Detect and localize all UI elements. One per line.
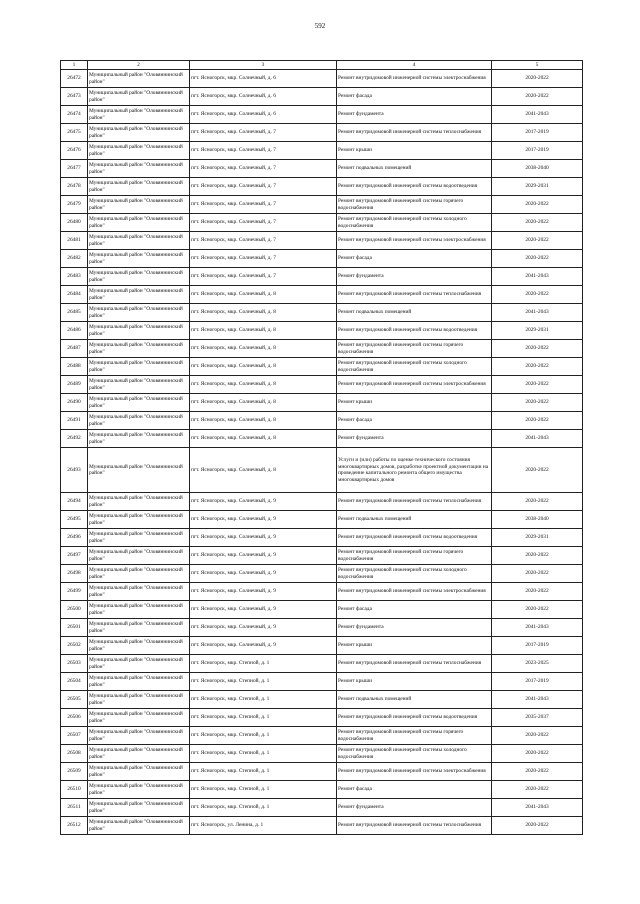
municipality-cell: Муниципальный район "Оловяннинский район" — [88, 286, 190, 304]
address-cell: пгт. Ясногорск, мкр. Солнечный, д. 7 — [190, 142, 337, 160]
work-type-cell: Ремонт фасада — [337, 412, 492, 430]
address-cell: пгт. Ясногорск, мкр. Солнечный, д. 6 — [190, 70, 337, 88]
address-cell: пгт. Ясногорск, мкр. Степной, д. 1 — [190, 763, 337, 781]
period-cell: 2020-2022 — [492, 340, 583, 358]
work-type-cell: Ремонт фасада — [337, 250, 492, 268]
work-type-cell: Ремонт фундамента — [337, 268, 492, 286]
table-row — [61, 196, 583, 214]
address-cell: пгт. Ясногорск, мкр. Солнечный, д. 6 — [190, 106, 337, 124]
municipality-cell: Муниципальный район "Оловяннинский район" — [88, 196, 190, 214]
work-type-cell: Ремонт внутридомовой инженерной системы теплоснабжения — [337, 493, 492, 511]
period-cell: 2020-2022 — [492, 448, 583, 493]
table-row — [61, 286, 583, 304]
work-type-cell: Ремонт крыши — [337, 637, 492, 655]
table-row — [61, 691, 583, 709]
period-cell: 2029-2031 — [492, 178, 583, 196]
municipality-cell: Муниципальный район "Оловяннинский район" — [88, 448, 190, 493]
municipality-cell: Муниципальный район "Оловяннинский район" — [88, 529, 190, 547]
period-cell: 2041-2043 — [492, 619, 583, 637]
work-type-cell: Ремонт фундамента — [337, 430, 492, 448]
address-cell: пгт. Ясногорск, мкр. Солнечный, д. 8 — [190, 304, 337, 322]
work-type-cell: Ремонт внутридомовой инженерной системы водоотведения — [337, 709, 492, 727]
period-cell: 2020-2022 — [492, 250, 583, 268]
municipality-cell: Муниципальный район "Оловяннинский район" — [88, 376, 190, 394]
address-cell: пгт. Ясногорск, мкр. Солнечный, д. 8 — [190, 412, 337, 430]
row-number: 26512 — [61, 817, 88, 835]
period-cell: 2029-2031 — [492, 322, 583, 340]
work-type-cell: Услуги и (или) работы по оценке технического состояния многоквартирных домов, разработке проектной документации на проведение капитального ремонта общего имущества многоквартирных домов — [337, 448, 492, 493]
work-type-cell: Ремонт внутридомовой инженерной системы холодного водоснабжения — [337, 565, 492, 583]
period-cell: 2020-2022 — [492, 583, 583, 601]
municipality-cell: Муниципальный район "Оловяннинский район" — [88, 511, 190, 529]
table-row — [61, 709, 583, 727]
work-type-cell: Ремонт фасада — [337, 88, 492, 106]
municipality-cell: Муниципальный район "Оловяннинский район" — [88, 547, 190, 565]
column-header: 3 — [190, 61, 337, 70]
work-type-cell: Ремонт внутридомовой инженерной системы электроснабжения — [337, 232, 492, 250]
municipality-cell: Муниципальный район "Оловяннинский район" — [88, 304, 190, 322]
period-cell: 2017-2019 — [492, 673, 583, 691]
address-cell: пгт. Ясногорск, мкр. Солнечный, д. 7 — [190, 160, 337, 178]
municipality-cell: Муниципальный район "Оловяннинский район" — [88, 493, 190, 511]
work-type-cell: Ремонт внутридомовой инженерной системы водоотведения — [337, 529, 492, 547]
row-number: 26492 — [61, 430, 88, 448]
municipality-cell: Муниципальный район "Оловяннинский район" — [88, 691, 190, 709]
table-body — [61, 70, 583, 835]
table-row — [61, 322, 583, 340]
period-cell: 2020-2022 — [492, 358, 583, 376]
work-type-cell: Ремонт внутридомовой инженерной системы горячего водоснабжения — [337, 547, 492, 565]
address-cell: пгт. Ясногорск, мкр. Солнечный, д. 9 — [190, 565, 337, 583]
address-cell: пгт. Ясногорск, ул. Ленина, д. 1 — [190, 817, 337, 835]
address-cell: пгт. Ясногорск, мкр. Степной, д. 1 — [190, 673, 337, 691]
municipality-cell: Муниципальный район "Оловяннинский район" — [88, 178, 190, 196]
row-number: 26481 — [61, 232, 88, 250]
period-cell: 2017-2019 — [492, 637, 583, 655]
period-cell: 2020-2022 — [492, 394, 583, 412]
municipality-cell: Муниципальный район "Оловяннинский район" — [88, 322, 190, 340]
address-cell: пгт. Ясногорск, мкр. Солнечный, д. 9 — [190, 583, 337, 601]
period-cell: 2020-2022 — [492, 781, 583, 799]
table-row — [61, 430, 583, 448]
municipality-cell: Муниципальный район "Оловяннинский район" — [88, 70, 190, 88]
work-type-cell: Ремонт внутридомовой инженерной системы горячего водоснабжения — [337, 340, 492, 358]
municipality-cell: Муниципальный район "Оловяннинский район" — [88, 340, 190, 358]
address-cell: пгт. Ясногорск, мкр. Солнечный, д. 8 — [190, 322, 337, 340]
municipality-cell: Муниципальный район "Оловяннинский район" — [88, 781, 190, 799]
repair-schedule-table — [60, 60, 583, 835]
table-row — [61, 781, 583, 799]
municipality-cell: Муниципальный район "Оловяннинский район" — [88, 763, 190, 781]
address-cell: пгт. Ясногорск, мкр. Солнечный, д. 7 — [190, 196, 337, 214]
work-type-cell: Ремонт фундамента — [337, 619, 492, 637]
work-type-cell: Ремонт фундамента — [337, 799, 492, 817]
period-cell: 2020-2022 — [492, 70, 583, 88]
municipality-cell: Муниципальный район "Оловяннинский район" — [88, 727, 190, 745]
column-header: 1 — [61, 61, 88, 70]
municipality-cell: Муниципальный район "Оловяннинский район" — [88, 358, 190, 376]
row-number: 26501 — [61, 619, 88, 637]
row-number: 26476 — [61, 142, 88, 160]
table-row — [61, 70, 583, 88]
row-number: 26493 — [61, 448, 88, 493]
period-cell: 2020-2022 — [492, 763, 583, 781]
row-number: 26484 — [61, 286, 88, 304]
period-cell: 2020-2022 — [492, 601, 583, 619]
work-type-cell: Ремонт внутридомовой инженерной системы горячего водоснабжения — [337, 727, 492, 745]
municipality-cell: Муниципальный район "Оловяннинский район" — [88, 430, 190, 448]
row-number: 26498 — [61, 565, 88, 583]
period-cell: 2020-2022 — [492, 376, 583, 394]
period-cell: 2041-2043 — [492, 430, 583, 448]
address-cell: пгт. Ясногорск, мкр. Солнечный, д. 8 — [190, 340, 337, 358]
period-cell: 2038-2040 — [492, 511, 583, 529]
address-cell: пгт. Ясногорск, мкр. Степной, д. 1 — [190, 727, 337, 745]
row-number: 26506 — [61, 709, 88, 727]
row-number: 26494 — [61, 493, 88, 511]
table-row — [61, 529, 583, 547]
period-cell: 2041-2043 — [492, 106, 583, 124]
row-number: 26510 — [61, 781, 88, 799]
table-row — [61, 214, 583, 232]
address-cell: пгт. Ясногорск, мкр. Солнечный, д. 7 — [190, 268, 337, 286]
period-cell: 2020-2022 — [492, 412, 583, 430]
row-number: 26485 — [61, 304, 88, 322]
table-row — [61, 394, 583, 412]
work-type-cell: Ремонт внутридомовой инженерной системы холодного водоснабжения — [337, 745, 492, 763]
municipality-cell: Муниципальный район "Оловяннинский район" — [88, 394, 190, 412]
work-type-cell: Ремонт внутридомовой инженерной системы электроснабжения — [337, 763, 492, 781]
municipality-cell: Муниципальный район "Оловяннинский район" — [88, 619, 190, 637]
table-row — [61, 106, 583, 124]
work-type-cell: Ремонт внутридомовой инженерной системы горячего водоснабжения — [337, 196, 492, 214]
table-row — [61, 565, 583, 583]
row-number: 26480 — [61, 214, 88, 232]
period-cell: 2020-2022 — [492, 196, 583, 214]
work-type-cell: Ремонт крыши — [337, 142, 492, 160]
period-cell: 2017-2019 — [492, 142, 583, 160]
municipality-cell: Муниципальный район "Оловяннинский район" — [88, 160, 190, 178]
municipality-cell: Муниципальный район "Оловяннинский район" — [88, 250, 190, 268]
period-cell: 2020-2022 — [492, 727, 583, 745]
municipality-cell: Муниципальный район "Оловяннинский район" — [88, 583, 190, 601]
municipality-cell: Муниципальный район "Оловяннинский район" — [88, 88, 190, 106]
table-row — [61, 799, 583, 817]
row-number: 26505 — [61, 691, 88, 709]
row-number: 26491 — [61, 412, 88, 430]
row-number: 26474 — [61, 106, 88, 124]
row-number: 26477 — [61, 160, 88, 178]
municipality-cell: Муниципальный район "Оловяннинский район" — [88, 232, 190, 250]
table-row — [61, 250, 583, 268]
table-header-row — [61, 61, 583, 70]
period-cell: 2023-2025 — [492, 655, 583, 673]
row-number: 26483 — [61, 268, 88, 286]
address-cell: пгт. Ясногорск, мкр. Степной, д. 1 — [190, 799, 337, 817]
work-type-cell: Ремонт внутридомовой инженерной системы теплоснабжения — [337, 124, 492, 142]
row-number: 26473 — [61, 88, 88, 106]
address-cell: пгт. Ясногорск, мкр. Солнечный, д. 9 — [190, 601, 337, 619]
table-row — [61, 673, 583, 691]
work-type-cell: Ремонт подвальных помещений — [337, 691, 492, 709]
address-cell: пгт. Ясногорск, мкр. Степной, д. 1 — [190, 709, 337, 727]
table-row — [61, 655, 583, 673]
period-cell: 2020-2022 — [492, 232, 583, 250]
page-number: 592 — [314, 22, 326, 30]
table-row — [61, 745, 583, 763]
table-row — [61, 376, 583, 394]
period-cell: 2038-2040 — [492, 160, 583, 178]
row-number: 26496 — [61, 529, 88, 547]
work-type-cell: Ремонт внутридомовой инженерной системы теплоснабжения — [337, 655, 492, 673]
address-cell: пгт. Ясногорск, мкр. Солнечный, д. 9 — [190, 493, 337, 511]
work-type-cell: Ремонт фасада — [337, 601, 492, 619]
table-row — [61, 817, 583, 835]
table-row — [61, 547, 583, 565]
table-row — [61, 268, 583, 286]
municipality-cell: Муниципальный район "Оловяннинский район" — [88, 124, 190, 142]
work-type-cell: Ремонт подвальных помещений — [337, 160, 492, 178]
municipality-cell: Муниципальный район "Оловяннинский район" — [88, 142, 190, 160]
table-row — [61, 493, 583, 511]
table-row — [61, 412, 583, 430]
period-cell: 2041-2043 — [492, 691, 583, 709]
table-row — [61, 448, 583, 493]
address-cell: пгт. Ясногорск, мкр. Солнечный, д. 8 — [190, 286, 337, 304]
work-type-cell: Ремонт крыши — [337, 394, 492, 412]
address-cell: пгт. Ясногорск, мкр. Солнечный, д. 9 — [190, 547, 337, 565]
work-type-cell: Ремонт внутридомовой инженерной системы водоотведения — [337, 322, 492, 340]
address-cell: пгт. Ясногорск, мкр. Степной, д. 1 — [190, 781, 337, 799]
address-cell: пгт. Ясногорск, мкр. Степной, д. 1 — [190, 655, 337, 673]
row-number: 26482 — [61, 250, 88, 268]
column-header: 4 — [337, 61, 492, 70]
period-cell: 2020-2022 — [492, 214, 583, 232]
address-cell: пгт. Ясногорск, мкр. Солнечный, д. 8 — [190, 448, 337, 493]
work-type-cell: Ремонт внутридомовой инженерной системы холодного водоснабжения — [337, 358, 492, 376]
work-type-cell: Ремонт внутридомовой инженерной системы теплоснабжения — [337, 286, 492, 304]
period-cell: 2020-2022 — [492, 493, 583, 511]
table-row — [61, 763, 583, 781]
work-type-cell: Ремонт внутридомовой инженерной системы водоотведения — [337, 178, 492, 196]
municipality-cell: Муниципальный район "Оловяннинский район" — [88, 817, 190, 835]
row-number: 26487 — [61, 340, 88, 358]
work-type-cell: Ремонт внутридомовой инженерной системы теплоснабжения — [337, 817, 492, 835]
address-cell: пгт. Ясногорск, мкр. Солнечный, д. 9 — [190, 511, 337, 529]
table-row — [61, 637, 583, 655]
municipality-cell: Муниципальный район "Оловяннинский район" — [88, 655, 190, 673]
work-type-cell: Ремонт внутридомовой инженерной системы электроснабжения — [337, 583, 492, 601]
table-row — [61, 340, 583, 358]
table-row — [61, 619, 583, 637]
work-type-cell: Ремонт крыши — [337, 673, 492, 691]
period-cell: 2020-2022 — [492, 286, 583, 304]
table-row — [61, 160, 583, 178]
address-cell: пгт. Ясногорск, мкр. Солнечный, д. 7 — [190, 178, 337, 196]
column-header: 5 — [492, 61, 583, 70]
row-number: 26490 — [61, 394, 88, 412]
address-cell: пгт. Ясногорск, мкр. Солнечный, д. 9 — [190, 637, 337, 655]
row-number: 26500 — [61, 601, 88, 619]
period-cell: 2041-2043 — [492, 304, 583, 322]
period-cell: 2029-2031 — [492, 529, 583, 547]
table-row — [61, 88, 583, 106]
address-cell: пгт. Ясногорск, мкр. Солнечный, д. 7 — [190, 214, 337, 232]
address-cell: пгт. Ясногорск, мкр. Степной, д. 1 — [190, 691, 337, 709]
row-number: 26479 — [61, 196, 88, 214]
table-row — [61, 727, 583, 745]
period-cell: 2041-2043 — [492, 268, 583, 286]
municipality-cell: Муниципальный район "Оловяннинский район" — [88, 799, 190, 817]
table-row — [61, 178, 583, 196]
row-number: 26499 — [61, 583, 88, 601]
address-cell: пгт. Ясногорск, мкр. Солнечный, д. 8 — [190, 376, 337, 394]
work-type-cell: Ремонт подвальных помещений — [337, 511, 492, 529]
municipality-cell: Муниципальный район "Оловяннинский район" — [88, 214, 190, 232]
municipality-cell: Муниципальный район "Оловяннинский район" — [88, 412, 190, 430]
address-cell: пгт. Ясногорск, мкр. Солнечный, д. 6 — [190, 88, 337, 106]
table-row — [61, 124, 583, 142]
row-number: 26503 — [61, 655, 88, 673]
row-number: 26472 — [61, 70, 88, 88]
table-row — [61, 583, 583, 601]
table-row — [61, 511, 583, 529]
work-type-cell: Ремонт внутридомовой инженерной системы электроснабжения — [337, 70, 492, 88]
municipality-cell: Муниципальный район "Оловяннинский район" — [88, 565, 190, 583]
municipality-cell: Муниципальный район "Оловяннинский район" — [88, 673, 190, 691]
period-cell: 2020-2022 — [492, 817, 583, 835]
row-number: 26478 — [61, 178, 88, 196]
period-cell: 2020-2022 — [492, 565, 583, 583]
row-number: 26502 — [61, 637, 88, 655]
address-cell: пгт. Ясногорск, мкр. Солнечный, д. 8 — [190, 358, 337, 376]
period-cell: 2017-2019 — [492, 124, 583, 142]
work-type-cell: Ремонт фундамента — [337, 106, 492, 124]
column-header: 2 — [88, 61, 190, 70]
address-cell: пгт. Ясногорск, мкр. Солнечный, д. 8 — [190, 430, 337, 448]
table-row — [61, 142, 583, 160]
municipality-cell: Муниципальный район "Оловяннинский район" — [88, 106, 190, 124]
row-number: 26504 — [61, 673, 88, 691]
address-cell: пгт. Ясногорск, мкр. Солнечный, д. 7 — [190, 250, 337, 268]
table-row — [61, 304, 583, 322]
address-cell: пгт. Ясногорск, мкр. Степной, д. 1 — [190, 745, 337, 763]
row-number: 26475 — [61, 124, 88, 142]
municipality-cell: Муниципальный район "Оловяннинский район" — [88, 268, 190, 286]
table-row — [61, 358, 583, 376]
period-cell: 2020-2022 — [492, 547, 583, 565]
row-number: 26495 — [61, 511, 88, 529]
period-cell: 2041-2043 — [492, 799, 583, 817]
row-number: 26508 — [61, 745, 88, 763]
row-number: 26497 — [61, 547, 88, 565]
municipality-cell: Муниципальный район "Оловяннинский район" — [88, 745, 190, 763]
row-number: 26509 — [61, 763, 88, 781]
period-cell: 2020-2022 — [492, 88, 583, 106]
row-number: 26488 — [61, 358, 88, 376]
table-row — [61, 232, 583, 250]
address-cell: пгт. Ясногорск, мкр. Солнечный, д. 8 — [190, 394, 337, 412]
municipality-cell: Муниципальный район "Оловяннинский район" — [88, 709, 190, 727]
work-type-cell: Ремонт фасада — [337, 781, 492, 799]
municipality-cell: Муниципальный район "Оловяннинский район" — [88, 601, 190, 619]
row-number: 26489 — [61, 376, 88, 394]
municipality-cell: Муниципальный район "Оловяннинский район" — [88, 637, 190, 655]
address-cell: пгт. Ясногорск, мкр. Солнечный, д. 9 — [190, 619, 337, 637]
row-number: 26507 — [61, 727, 88, 745]
row-number: 26511 — [61, 799, 88, 817]
address-cell: пгт. Ясногорск, мкр. Солнечный, д. 9 — [190, 529, 337, 547]
work-type-cell: Ремонт внутридомовой инженерной системы холодного водоснабжения — [337, 214, 492, 232]
address-cell: пгт. Ясногорск, мкр. Солнечный, д. 7 — [190, 232, 337, 250]
table-row — [61, 601, 583, 619]
work-type-cell: Ремонт внутридомовой инженерной системы электроснабжения — [337, 376, 492, 394]
work-type-cell: Ремонт подвальных помещений — [337, 304, 492, 322]
period-cell: 2035-2037 — [492, 709, 583, 727]
row-number: 26486 — [61, 322, 88, 340]
period-cell: 2020-2022 — [492, 745, 583, 763]
address-cell: пгт. Ясногорск, мкр. Солнечный, д. 7 — [190, 124, 337, 142]
